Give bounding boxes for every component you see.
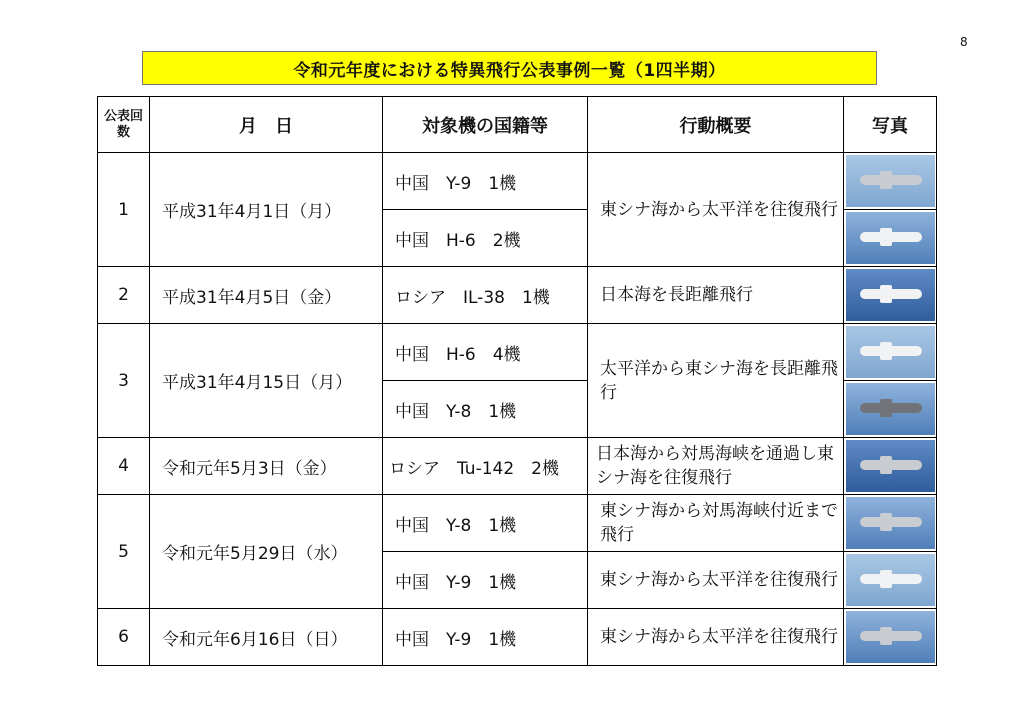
count-cell: 1 [98,153,150,267]
aircraft-cell: 中国 Y-9 1機 [383,552,588,609]
photo-cell [844,552,937,609]
aircraft-photo [846,212,935,264]
aircraft-cell: ロシア Tu-142 2機 [383,438,588,495]
date-cell: 平成31年4月1日（月） [150,153,383,267]
table-row [98,609,937,666]
table-row [98,153,937,210]
aircraft-cell: 中国 Y-9 1機 [383,609,588,666]
photo-cell [844,153,937,210]
aircraft-cell: 中国 H-6 2機 [383,210,588,267]
header-photo: 写真 [844,97,937,153]
action-cell: 東シナ海から太平洋を往復飛行 [588,153,844,267]
photo-cell [844,267,937,324]
aircraft-cell: 中国 H-6 4機 [383,324,588,381]
photo-cell [844,210,937,267]
date-cell: 平成31年4月15日（月） [150,324,383,438]
table-row [98,267,937,324]
date-cell: 平成31年4月5日（金） [150,267,383,324]
aircraft-cell: 中国 Y-9 1機 [383,153,588,210]
date-cell: 令和元年5月3日（金） [150,438,383,495]
photo-cell [844,381,937,438]
aircraft-photo [846,554,935,606]
header-nationality: 対象機の国籍等 [383,97,588,153]
table-row [98,438,937,495]
flight-table [97,96,937,666]
action-cell: 東シナ海から太平洋を往復飛行 [588,609,844,666]
aircraft-photo [846,383,935,435]
count-cell: 4 [98,438,150,495]
photo-cell [844,324,937,381]
action-cell: 太平洋から東シナ海を長距離飛行 [588,324,844,438]
header-date: 月 日 [150,97,383,153]
aircraft-photo [846,155,935,207]
aircraft-cell: 中国 Y-8 1機 [383,381,588,438]
aircraft-cell: 中国 Y-8 1機 [383,495,588,552]
aircraft-photo [846,269,935,321]
aircraft-photo [846,611,935,663]
aircraft-photo [846,440,935,492]
count-cell: 5 [98,495,150,609]
action-cell: 日本海を長距離飛行 [588,267,844,324]
action-cell: 東シナ海から太平洋を往復飛行 [588,552,844,609]
header-action: 行動概要 [588,97,844,153]
count-cell: 2 [98,267,150,324]
action-cell: 日本海から対馬海峡を通過し東シナ海を往復飛行 [588,438,844,495]
header-count: 公表回数 [98,97,150,153]
aircraft-photo [846,326,935,378]
header-row [98,97,937,153]
aircraft-cell: ロシア IL-38 1機 [383,267,588,324]
photo-cell [844,609,937,666]
photo-cell [844,495,937,552]
action-cell: 東シナ海から対馬海峡付近まで飛行 [588,495,844,552]
page-title: 令和元年度における特異飛行公表事例一覧（1四半期） [142,51,877,85]
date-cell: 令和元年6月16日（日） [150,609,383,666]
date-cell: 令和元年5月29日（水） [150,495,383,609]
photo-cell [844,438,937,495]
count-cell: 6 [98,609,150,666]
table-row [98,495,937,552]
count-cell: 3 [98,324,150,438]
table-row [98,324,937,381]
aircraft-photo [846,497,935,549]
page-number: 8 [960,35,968,49]
